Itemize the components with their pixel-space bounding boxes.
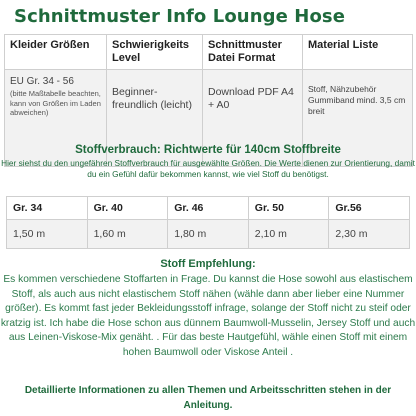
sizes-value-row (7, 220, 410, 249)
fabric-amount: 1,60 m (87, 220, 168, 249)
header-sizes: Kleider Größen (5, 35, 107, 70)
fabric-amount: 2,10 m (248, 220, 329, 249)
size-note: (bitte Maßtabelle beachten, kann von Größen im Laden abweichen) (10, 89, 101, 117)
header-format: Schnittmuster Datei Format (203, 35, 303, 70)
page-title: Schnittmuster Info Lounge Hose (14, 6, 346, 27)
fabric-usage-title: Stoffverbrauch: Richtwerte für 140cm Stoffbreite (75, 144, 341, 156)
size-header: Gr. 40 (87, 197, 168, 220)
level-value: Beginner-freundlich (leicht) (107, 70, 203, 167)
size-header: Gr. 34 (7, 197, 88, 220)
format-value: Download PDF A4 + A0 (203, 70, 303, 167)
recommendation-title: Stoff Empfehlung: (160, 258, 256, 270)
size-header: Gr. 46 (168, 197, 249, 220)
size-header: Gr. 50 (248, 197, 329, 220)
header-materials: Material Liste (303, 35, 413, 70)
sizes-header-row (7, 197, 410, 220)
fabric-usage-subtitle: Hier siehst du den ungefähren Stoffverbrauch für ausgewählte Größen. Die Werte dienen zur Orientierung, damit du ein Gefühl dafür bekommen kannst, wie viel Stoff du benötigst. (1, 158, 415, 179)
recommendation-text: Es kommen verschiedene Stoffarten in Frage. Du kannst die Hose sowohl aus elastischem Stoff, als auch aus nicht elastischem Stoff nähen (wähle dann aber lieber eine Nummer größer). Es kommt fast jeder Bekleidungsstoff infrage, solange der Stoff nicht zu steif oder kratzig ist. Ich habe die Hose schon aus dünnem Baumwoll-Musselin, Jersey Stoff und auch aus Leinen-Viskose-Mix genäht. . Für das beste Hautgefühl, wähle einen Stoff mit einem hohen Baumwoll oder Viskose Anteil . (0, 274, 416, 358)
footer-note: Detaillierte Informationen zu allen Themen und Arbeitsschritten stehen in der Anleitung. (24, 385, 392, 411)
size-header: Gr.56 (329, 197, 410, 220)
size-range: EU Gr. 34 - 56 (10, 76, 74, 87)
fabric-amount: 2,30 m (329, 220, 410, 249)
materials-value: Stoff, Nähzubehör Gummiband mind. 3,5 cm breit (303, 70, 413, 167)
fabric-usage-table (6, 196, 410, 249)
header-level: Schwierigkeits Level (107, 35, 203, 70)
fabric-amount: 1,50 m (7, 220, 88, 249)
fabric-amount: 1,80 m (168, 220, 249, 249)
info-header-row (5, 35, 413, 70)
